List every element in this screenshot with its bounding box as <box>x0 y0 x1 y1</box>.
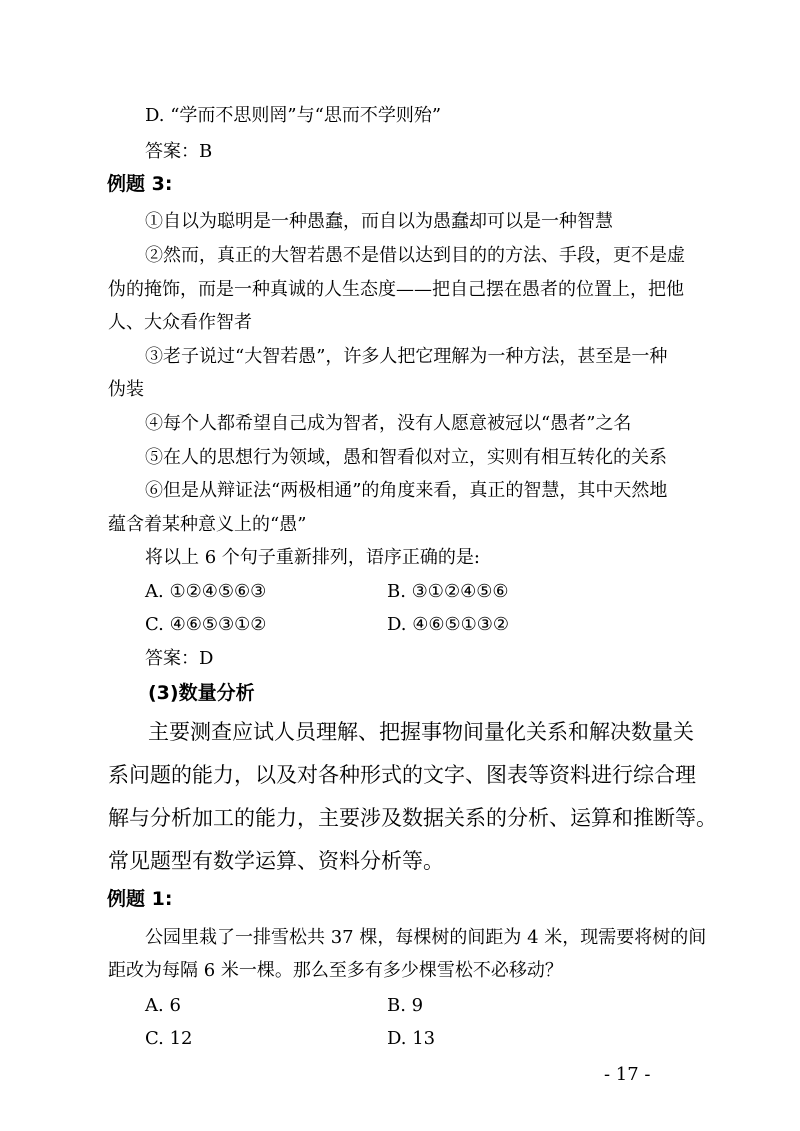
sentence-3-end: 伪装 <box>108 379 144 400</box>
sentence-2: ②然而，真正的大智若愚不是借以达到目的的方法、手段，更不是虚 <box>145 245 685 266</box>
example-3-heading: 例题 3: <box>107 173 173 195</box>
question-prompt: 将以上 6 个句子重新排列，语序正确的是: <box>145 547 480 568</box>
sentence-2-end: 人、大众看作智者 <box>108 312 252 333</box>
sentence-5: ⑤在人的思想行为领域，愚和智看似对立，实则有相互转化的关系 <box>145 447 667 468</box>
section-body-4: 常见题型有数学运算、资料分析等。 <box>108 849 444 873</box>
option-a-q1: A. 6 <box>145 995 181 1016</box>
option-c: C. ④⑥⑤③①② <box>145 614 267 635</box>
option-a: A. ①②④⑤⑥③ <box>145 581 267 602</box>
question-text-2: 距改为每隔 6 米一棵。那么至多有多少棵雪松不必移动？ <box>108 960 563 981</box>
sentence-6-end: 蕴含着某种意义上的“愚” <box>108 514 307 535</box>
sentence-3: ③老子说过“大智若愚”，许多人把它理解为一种方法，甚至是一种 <box>145 346 668 367</box>
option-d: D. ④⑥⑤①③② <box>387 614 510 635</box>
sentence-2-cont: 伪的掩饰，而是一种真诚的人生态度——把自己摆在愚者的位置上，把他 <box>108 279 684 300</box>
sentence-6: ⑥但是从辩证法“两极相通”的角度来看，真正的智慧，其中天然地 <box>145 480 668 501</box>
option-b: B. ③①②④⑤⑥ <box>387 581 509 602</box>
answer: 答案：D <box>145 648 214 669</box>
section-body-2: 系问题的能力，以及对各种形式的文字、图表等资料进行综合理 <box>108 763 696 787</box>
option-d-prev: D. “学而不思则罔”与“思而不学则殆” <box>145 105 442 126</box>
sentence-4: ④每个人都希望自己成为智者，没有人愿意被冠以“愚者”之名 <box>145 413 632 434</box>
option-b-q1: B. 9 <box>387 995 424 1016</box>
option-d-q1: D. 13 <box>387 1028 436 1049</box>
option-c-q1: C. 12 <box>145 1028 193 1049</box>
section-body-3: 解与分析加工的能力，主要涉及数据关系的分析、运算和推断等。 <box>108 806 717 830</box>
answer-prev: 答案：B <box>145 141 213 162</box>
page-number: - 17 - <box>604 1064 651 1085</box>
section-body-1: 主要测查应试人员理解、把握事物间量化关系和解决数量关 <box>148 720 694 744</box>
example-1-heading: 例题 1: <box>107 888 173 910</box>
question-text-1: 公园里栽了一排雪松共 37 棵，每棵树的间距为 4 米，现需要将树的间 <box>145 927 707 948</box>
section-heading: (3)数量分析 <box>148 682 255 704</box>
sentence-1: ①自以为聪明是一种愚蠢，而自以为愚蠢却可以是一种智慧 <box>145 211 613 232</box>
